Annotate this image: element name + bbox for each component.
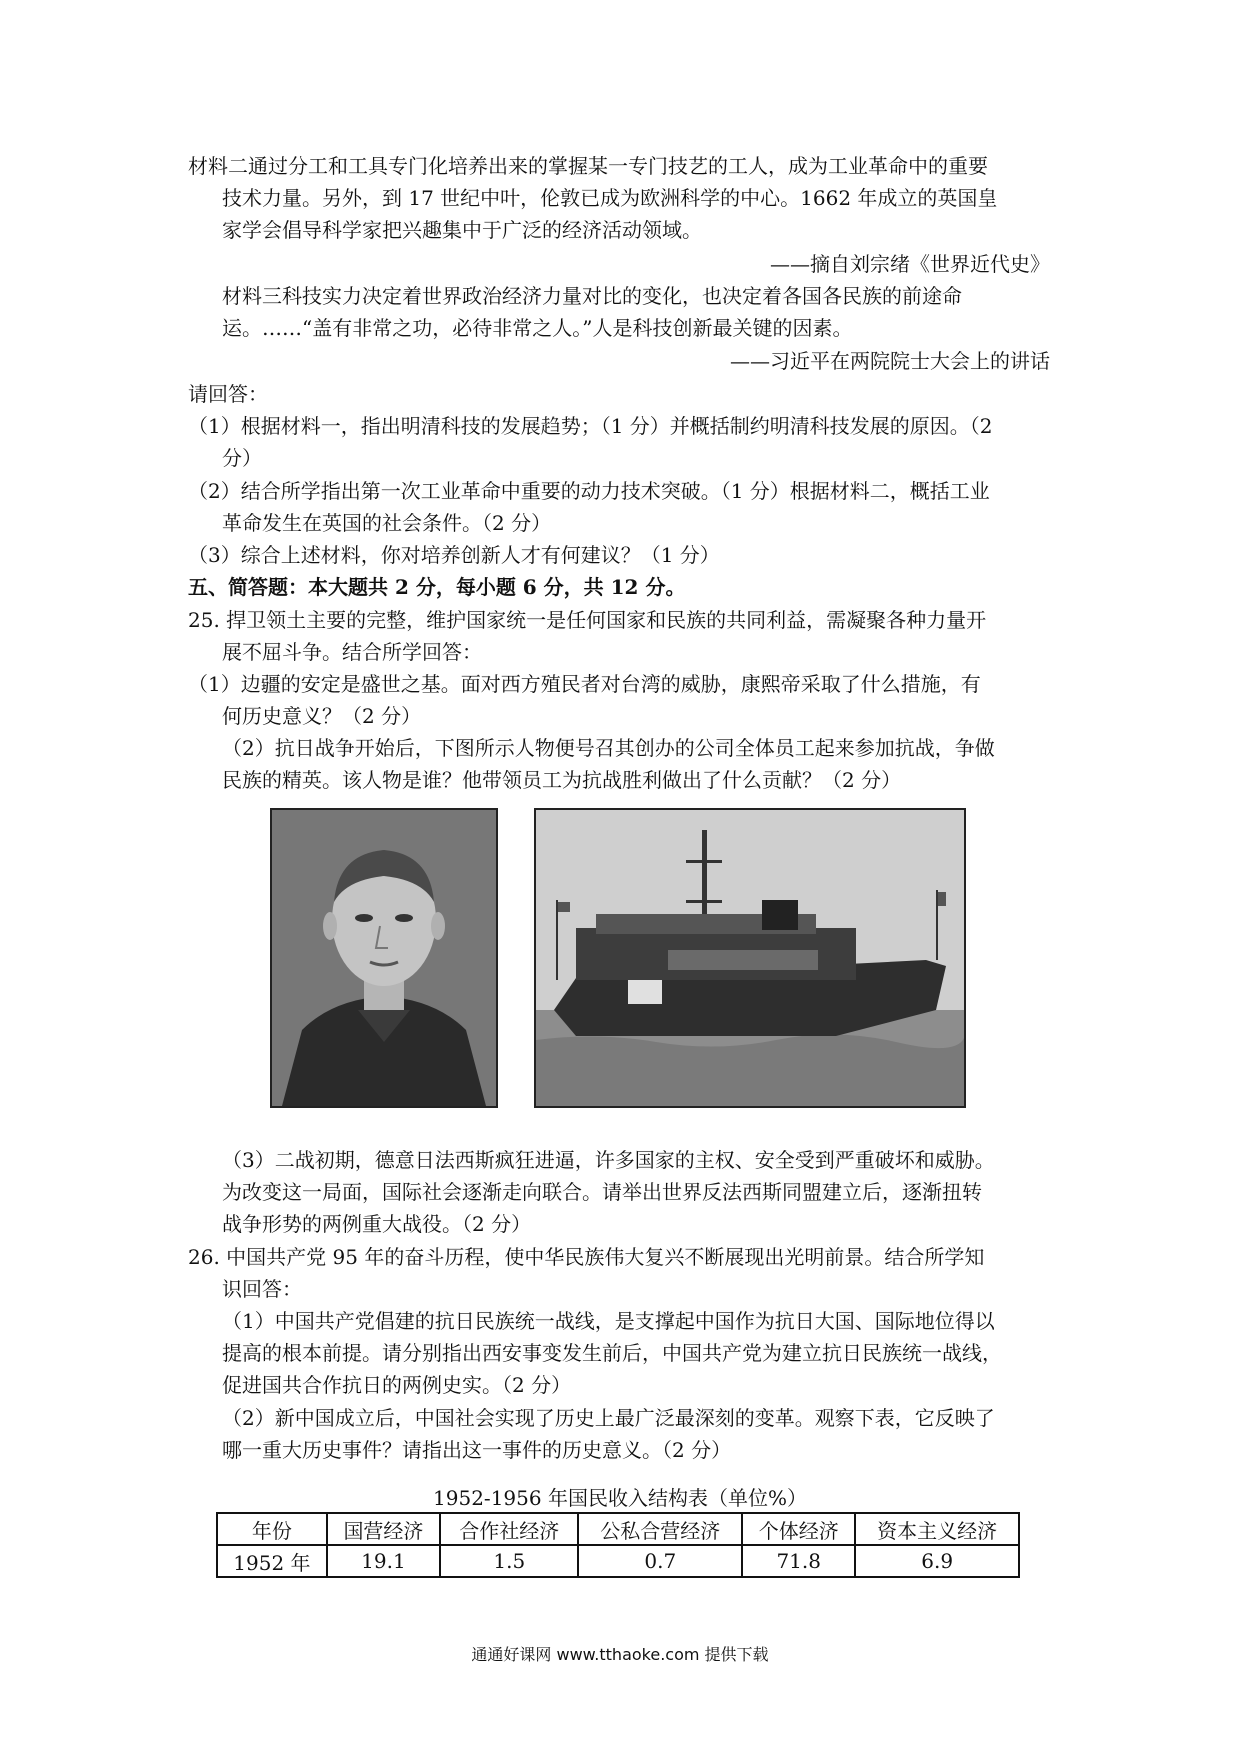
table-title: 1952-1956 年国民收入结构表（单位%）	[433, 1486, 807, 1510]
q24-part2-line1: （2）结合所学指出第一次工业革命中重要的动力技术突破。（1 分）根据材料二，概括工业	[188, 479, 990, 503]
material2-line3: 家学会倡导科学家把兴趣集中于广泛的经济活动领域。	[222, 218, 702, 242]
q25-part2-line1: （2）抗日战争开始后，下图所示人物便号召其创办的公司全体员工起来参加抗战，争做	[222, 736, 995, 760]
footer-credit: 通通好课网 www.tthaoke.com 提供下载	[471, 1645, 769, 1664]
income-structure-table	[216, 1512, 1020, 1578]
header-cell: 资本主义经济	[855, 1513, 1019, 1545]
q24-part3-line1: （3）综合上述材料，你对培养创新人才有何建议？（1 分）	[188, 543, 720, 567]
table-cell: 71.8	[742, 1545, 855, 1577]
table-cell: 1952 年	[217, 1545, 327, 1577]
q26-part1-line1: （1）中国共产党倡建的抗日民族统一战线，是支撑起中国作为抗日大国、国际地位得以	[222, 1309, 995, 1333]
q26-stem-line2: 识回答：	[222, 1277, 302, 1301]
q24-part1-line1: （1）根据材料一，指出明清科技的发展趋势；（1 分）并概括制约明清科技发展的原因。（2	[188, 414, 993, 438]
material3-line1: 材料三科技实力决定着世界政治经济力量对比的变化，也决定着各国各民族的前途命	[222, 284, 962, 308]
q25-stem-line2: 展不屈斗争。结合所学回答：	[222, 640, 482, 664]
header-cell: 年份	[217, 1513, 327, 1545]
q24-part2-line2: 革命发生在英国的社会条件。（2 分）	[222, 511, 552, 535]
ship-photo	[534, 808, 966, 1108]
q24-prompt: 请回答：	[188, 382, 268, 406]
q26-part1-line2: 提高的根本前提。请分别指出西安事变发生前后，中国共产党为建立抗日民族统一战线，	[222, 1341, 1002, 1365]
table-row	[217, 1545, 1019, 1577]
ship-illustration	[536, 810, 964, 1106]
material3-source: ——习近平在两院院士大会上的讲话	[730, 349, 1050, 373]
header-cell: 个体经济	[742, 1513, 855, 1545]
table-cell: 1.5	[440, 1545, 578, 1577]
q25-part2-line2: 民族的精英。该人物是谁？他带领员工为抗战胜利做出了什么贡献？（2 分）	[222, 768, 902, 792]
q25-part3-line3: 战争形势的两例重大战役。（2 分）	[222, 1212, 532, 1236]
table-header-row	[217, 1513, 1019, 1545]
q26-part2-line1: （2）新中国成立后，中国社会实现了历史上最广泛最深刻的变革。观察下表，它反映了	[222, 1406, 995, 1430]
q26-stem-line1: 26. 中国共产党 95 年的奋斗历程，使中华民族伟大复兴不断展现出光明前景。结合所学知	[188, 1245, 985, 1269]
q25-stem-line1: 25. 捍卫领土主要的完整，维护国家统一是任何国家和民族的共同利益，需凝聚各种力量开	[188, 608, 987, 632]
header-cell: 合作社经济	[440, 1513, 578, 1545]
material2-source: ——摘自刘宗绪《世界近代史》	[770, 252, 1050, 276]
portrait-photo	[270, 808, 498, 1108]
header-cell: 国营经济	[327, 1513, 440, 1545]
material2-line2: 技术力量。另外，到 17 世纪中叶，伦敦已成为欧洲科学的中心。1662 年成立的英国皇	[222, 186, 998, 210]
q25-part3-line1: （3）二战初期，德意日法西斯疯狂进逼，许多国家的主权、安全受到严重破坏和威胁。	[222, 1148, 995, 1172]
table-cell: 0.7	[578, 1545, 742, 1577]
header-cell: 公私合营经济	[578, 1513, 742, 1545]
q26-part1-line3: 促进国共合作抗日的两例史实。（2 分）	[222, 1373, 572, 1397]
portrait-illustration	[272, 810, 496, 1106]
q26-part2-line2: 哪一重大历史事件？请指出这一事件的历史意义。（2 分）	[222, 1438, 732, 1462]
q25-part1-line2: 何历史意义？（2 分）	[222, 704, 422, 728]
section5-heading: 五、简答题：本大题共 2 分，每小题 6 分，共 12 分。	[188, 575, 686, 599]
table-cell: 6.9	[855, 1545, 1019, 1577]
q24-part1-line2: 分）	[222, 446, 262, 470]
material2-line1: 材料二通过分工和工具专门化培养出来的掌握某一专门技艺的工人，成为工业革命中的重要	[188, 154, 988, 178]
material3-line2: 运。……“盖有非常之功，必待非常之人。”人是科技创新最关键的因素。	[222, 316, 853, 340]
q25-part3-line2: 为改变这一局面，国际社会逐渐走向联合。请举出世界反法西斯同盟建立后，逐渐扭转	[222, 1180, 982, 1204]
table-cell: 19.1	[327, 1545, 440, 1577]
q25-part1-line1: （1）边疆的安定是盛世之基。面对西方殖民者对台湾的威胁，康熙帝采取了什么措施，有	[188, 672, 981, 696]
